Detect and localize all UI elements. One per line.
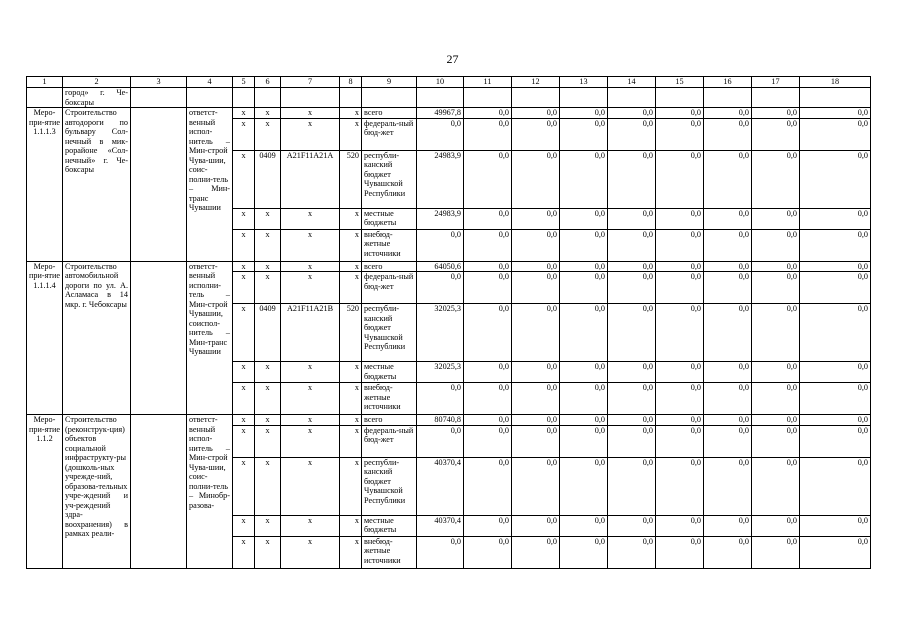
cell-c5: x <box>233 362 255 383</box>
cell-value: 0,0 <box>608 515 656 536</box>
cell-value: 0,0 <box>512 457 560 515</box>
cell-value: 0,0 <box>656 415 704 426</box>
cell-c6: x <box>255 515 281 536</box>
cell-c5: x <box>233 272 255 304</box>
cell-total: 40370,4 <box>417 515 464 536</box>
cell-value: 0,0 <box>512 425 560 457</box>
cell-value: 0,0 <box>464 425 512 457</box>
cell-value: 0,0 <box>752 362 800 383</box>
column-header: 11 <box>464 77 512 88</box>
cell-value: 0,0 <box>752 108 800 119</box>
cell-value: 0,0 <box>560 425 608 457</box>
cell-c6: x <box>255 229 281 261</box>
cell-c5: x <box>233 150 255 208</box>
column-header: 15 <box>656 77 704 88</box>
cell-c6: 0409 <box>255 304 281 362</box>
cell-total: 0,0 <box>417 229 464 261</box>
cell-value: 0,0 <box>608 208 656 229</box>
table-row <box>27 415 871 426</box>
cell-value: 0,0 <box>512 229 560 261</box>
cell-value: 0,0 <box>560 515 608 536</box>
cell-value: 0,0 <box>560 272 608 304</box>
column-header: 14 <box>608 77 656 88</box>
cell-value: 0,0 <box>464 272 512 304</box>
cell-c8: x <box>340 515 362 536</box>
cell-c5: x <box>233 425 255 457</box>
cell-value: 0,0 <box>512 208 560 229</box>
cell-c7: A21F11A21B <box>281 304 340 362</box>
cell-value: 0,0 <box>656 229 704 261</box>
cell-value: 0,0 <box>464 383 512 415</box>
funding-source: внебюд-жетные источники <box>362 536 417 568</box>
cell-value: 0,0 <box>464 304 512 362</box>
cell-value: 0,0 <box>656 150 704 208</box>
cell-value: 0,0 <box>656 272 704 304</box>
cell-value: 0,0 <box>464 229 512 261</box>
cell-value: 0,0 <box>464 362 512 383</box>
column-header: 2 <box>63 77 131 88</box>
measure-col3 <box>131 415 187 569</box>
cell-value: 0,0 <box>800 457 871 515</box>
cell-value: 0,0 <box>608 304 656 362</box>
measure-name: Строительство автодороги по бульвару Сол-нечный в мик-рорайоне «Сол-нечный» г. Че-боксары <box>63 108 131 262</box>
cell-value: 0,0 <box>656 425 704 457</box>
column-header: 13 <box>560 77 608 88</box>
cell-c8: x <box>340 415 362 426</box>
cell-value: 0,0 <box>800 304 871 362</box>
column-header-row <box>27 77 871 88</box>
cell-value: 0,0 <box>560 208 608 229</box>
cell-value: 0,0 <box>752 261 800 272</box>
table-row <box>27 108 871 119</box>
cell-value: 0,0 <box>560 150 608 208</box>
funding-source: федераль-ный бюд-жет <box>362 118 417 150</box>
cell-value: 0,0 <box>608 150 656 208</box>
cell-total: 64050,6 <box>417 261 464 272</box>
cell-value: 0,0 <box>464 208 512 229</box>
measure-executor: ответст-венный испол-нитель – Мин-строй Чува-шии, соис-полни-тель – Минобр-разова- <box>187 415 233 569</box>
cell-total: 24983,9 <box>417 208 464 229</box>
measure-name: Строительство (реконструк-ция) объектов социальной инфраструкту-ры (дошколь-ных учрежде-ний, образова-тельных учре-ждений и уч-реждений здра-воохранения) в рамках реали- <box>63 415 131 569</box>
cell-c8: x <box>340 272 362 304</box>
cell-value: 0,0 <box>800 536 871 568</box>
cell-c5: x <box>233 108 255 119</box>
cell-value: 0,0 <box>512 362 560 383</box>
cell-value: 0,0 <box>608 383 656 415</box>
column-header: 6 <box>255 77 281 88</box>
cell-value: 0,0 <box>704 536 752 568</box>
measure-executor: ответст-венный исполни-тель – Мин-строй Чувашии, соиспол-нитель – Мин-транс Чувашии <box>187 261 233 415</box>
cell-value: 0,0 <box>800 261 871 272</box>
cell-value: 0,0 <box>512 108 560 119</box>
cell-value: 0,0 <box>800 229 871 261</box>
cell-value: 0,0 <box>464 515 512 536</box>
cell-value: 0,0 <box>656 261 704 272</box>
cell-value: 0,0 <box>704 261 752 272</box>
funding-source: всего <box>362 261 417 272</box>
cell-value: 0,0 <box>608 362 656 383</box>
cell-value: 0,0 <box>512 118 560 150</box>
column-header: 16 <box>704 77 752 88</box>
column-header: 12 <box>512 77 560 88</box>
cell-value: 0,0 <box>512 515 560 536</box>
cell-value: 0,0 <box>464 118 512 150</box>
cell-value: 0,0 <box>560 383 608 415</box>
cell-value: 0,0 <box>656 208 704 229</box>
cell-c6: x <box>255 108 281 119</box>
cell-c7: A21F11A21A <box>281 150 340 208</box>
cell-value: 0,0 <box>656 304 704 362</box>
cell-c7: x <box>281 383 340 415</box>
cell-value: 0,0 <box>704 118 752 150</box>
column-header: 1 <box>27 77 63 88</box>
cell-value: 0,0 <box>608 261 656 272</box>
funding-source: всего <box>362 108 417 119</box>
cell-c8: x <box>340 383 362 415</box>
cell-total: 0,0 <box>417 383 464 415</box>
measure-name: Строительство автомобильной дороги по ул. А. Асламаса в 14 мкр. г. Чебоксары <box>63 261 131 415</box>
cell-c7: x <box>281 208 340 229</box>
cell-c8: 520 <box>340 150 362 208</box>
cell-value: 0,0 <box>608 536 656 568</box>
cell-c8: x <box>340 208 362 229</box>
cell-value: 0,0 <box>560 457 608 515</box>
cell-value: 0,0 <box>512 304 560 362</box>
cell-c5: x <box>233 536 255 568</box>
cell-value: 0,0 <box>560 229 608 261</box>
cell-value: 0,0 <box>608 108 656 119</box>
cell-value: 0,0 <box>512 536 560 568</box>
column-header: 3 <box>131 77 187 88</box>
cell-total: 0,0 <box>417 536 464 568</box>
cell-value: 0,0 <box>704 208 752 229</box>
cell-c7: x <box>281 425 340 457</box>
cell-c5: x <box>233 515 255 536</box>
cell-c8: x <box>340 536 362 568</box>
cell-total: 80740,8 <box>417 415 464 426</box>
funding-source: республи-канский бюджет Чувашской Республики <box>362 457 417 515</box>
cell-value: 0,0 <box>704 229 752 261</box>
cell-value: 0,0 <box>752 272 800 304</box>
cell-value: 0,0 <box>800 515 871 536</box>
cell-c6: x <box>255 383 281 415</box>
cell-c8: x <box>340 229 362 261</box>
funding-source: внебюд-жетные источники <box>362 229 417 261</box>
cell-value: 0,0 <box>656 457 704 515</box>
cell-value: 0,0 <box>512 261 560 272</box>
cell-c6: x <box>255 362 281 383</box>
cell-value: 0,0 <box>464 415 512 426</box>
page-number: 27 <box>446 52 459 66</box>
measure-code <box>27 88 63 108</box>
funding-source: местные бюджеты <box>362 515 417 536</box>
cell-c7: x <box>281 457 340 515</box>
column-header: 5 <box>233 77 255 88</box>
column-header: 18 <box>800 77 871 88</box>
measure-code: Меро-при-ятие 1.1.1.4 <box>27 261 63 415</box>
table-row <box>27 261 871 272</box>
cell-value: 0,0 <box>800 362 871 383</box>
cell-value: 0,0 <box>752 425 800 457</box>
cell-value: 0,0 <box>512 272 560 304</box>
cell-c5: x <box>233 304 255 362</box>
cell-c8: 520 <box>340 304 362 362</box>
cell-value: 0,0 <box>800 208 871 229</box>
cell-value: 0,0 <box>560 261 608 272</box>
cell-value: 0,0 <box>656 383 704 415</box>
cell-value: 0,0 <box>752 383 800 415</box>
cell-c7: x <box>281 229 340 261</box>
column-header: 10 <box>417 77 464 88</box>
cell-value: 0,0 <box>704 108 752 119</box>
cell-c7: x <box>281 118 340 150</box>
cell-value: 0,0 <box>656 108 704 119</box>
cell-total: 40370,4 <box>417 457 464 515</box>
cell-value: 0,0 <box>800 425 871 457</box>
cell-value: 0,0 <box>608 272 656 304</box>
cell-c6: x <box>255 415 281 426</box>
cell-value: 0,0 <box>608 229 656 261</box>
cell-value: 0,0 <box>704 272 752 304</box>
cell-c6: x <box>255 457 281 515</box>
cell-c7: x <box>281 536 340 568</box>
cell-c5: x <box>233 415 255 426</box>
cell-value: 0,0 <box>608 118 656 150</box>
cell-value: 0,0 <box>704 457 752 515</box>
cell-value: 0,0 <box>608 457 656 515</box>
cell-value: 0,0 <box>464 457 512 515</box>
cell-value: 0,0 <box>608 425 656 457</box>
cell-c7: x <box>281 261 340 272</box>
cell-total: 0,0 <box>417 272 464 304</box>
cell-c5: x <box>233 457 255 515</box>
measure-name: город» г. Че-боксары <box>63 88 131 108</box>
cell-c6: x <box>255 272 281 304</box>
cell-total: 0,0 <box>417 425 464 457</box>
cell-value: 0,0 <box>560 536 608 568</box>
cell-value: 0,0 <box>752 515 800 536</box>
cell-value: 0,0 <box>656 515 704 536</box>
cell-c8: x <box>340 362 362 383</box>
cell-c5: x <box>233 383 255 415</box>
cell-value: 0,0 <box>560 362 608 383</box>
cell-value: 0,0 <box>704 415 752 426</box>
cell-value: 0,0 <box>704 425 752 457</box>
measure-col3 <box>131 261 187 415</box>
column-header: 9 <box>362 77 417 88</box>
cell-c6: x <box>255 208 281 229</box>
continuation-row <box>27 88 871 108</box>
cell-c8: x <box>340 108 362 119</box>
cell-value: 0,0 <box>512 383 560 415</box>
cell-c6: x <box>255 536 281 568</box>
cell-value: 0,0 <box>752 118 800 150</box>
cell-value: 0,0 <box>464 150 512 208</box>
funding-source: федераль-ный бюд-жет <box>362 425 417 457</box>
cell-value: 0,0 <box>800 108 871 119</box>
cell-value: 0,0 <box>704 304 752 362</box>
cell-total: 24983,9 <box>417 150 464 208</box>
cell-value: 0,0 <box>800 118 871 150</box>
cell-c5: x <box>233 208 255 229</box>
cell-value: 0,0 <box>512 415 560 426</box>
funding-source: внебюд-жетные источники <box>362 383 417 415</box>
cell-c5: x <box>233 261 255 272</box>
column-header: 4 <box>187 77 233 88</box>
cell-value: 0,0 <box>560 415 608 426</box>
cell-c8: x <box>340 261 362 272</box>
cell-total: 32025,3 <box>417 362 464 383</box>
cell-value: 0,0 <box>704 383 752 415</box>
cell-value: 0,0 <box>560 304 608 362</box>
measure-executor: ответст-венный испол-нитель – Мин-строй Чува-шии, соис-полни-тель – Мин-транс Чувашии <box>187 108 233 262</box>
cell-c6: x <box>255 118 281 150</box>
cell-value: 0,0 <box>704 150 752 208</box>
cell-value: 0,0 <box>704 515 752 536</box>
cell-value: 0,0 <box>560 118 608 150</box>
cell-c8: x <box>340 118 362 150</box>
cell-value: 0,0 <box>800 272 871 304</box>
cell-value: 0,0 <box>704 362 752 383</box>
cell-total: 32025,3 <box>417 304 464 362</box>
funding-source: местные бюджеты <box>362 362 417 383</box>
cell-value: 0,0 <box>752 415 800 426</box>
cell-value: 0,0 <box>464 261 512 272</box>
funding-source: всего <box>362 415 417 426</box>
cell-value: 0,0 <box>656 362 704 383</box>
cell-value: 0,0 <box>560 108 608 119</box>
cell-c6: x <box>255 261 281 272</box>
cell-c5: x <box>233 118 255 150</box>
column-header: 7 <box>281 77 340 88</box>
cell-value: 0,0 <box>608 415 656 426</box>
cell-value: 0,0 <box>752 536 800 568</box>
column-header: 8 <box>340 77 362 88</box>
cell-c7: x <box>281 272 340 304</box>
cell-value: 0,0 <box>752 208 800 229</box>
cell-value: 0,0 <box>656 118 704 150</box>
cell-value: 0,0 <box>752 229 800 261</box>
measure-code: Меро-при-ятие 1.1.2 <box>27 415 63 569</box>
cell-value: 0,0 <box>752 150 800 208</box>
cell-value: 0,0 <box>512 150 560 208</box>
cell-c8: x <box>340 457 362 515</box>
funding-source: республи-канский бюджет Чувашской Республики <box>362 150 417 208</box>
cell-value: 0,0 <box>800 383 871 415</box>
funding-source: местные бюджеты <box>362 208 417 229</box>
cell-c7: x <box>281 108 340 119</box>
cell-value: 0,0 <box>464 108 512 119</box>
cell-c6: x <box>255 425 281 457</box>
budget-table <box>26 76 871 569</box>
cell-value: 0,0 <box>464 536 512 568</box>
cell-c7: x <box>281 415 340 426</box>
cell-total: 49967,8 <box>417 108 464 119</box>
cell-c6: 0409 <box>255 150 281 208</box>
cell-c7: x <box>281 515 340 536</box>
cell-value: 0,0 <box>752 304 800 362</box>
column-header: 17 <box>752 77 800 88</box>
funding-source: республи-канский бюджет Чувашской Республики <box>362 304 417 362</box>
measure-col3 <box>131 108 187 262</box>
cell-value: 0,0 <box>800 150 871 208</box>
cell-c5: x <box>233 229 255 261</box>
cell-c7: x <box>281 362 340 383</box>
cell-value: 0,0 <box>656 536 704 568</box>
cell-total: 0,0 <box>417 118 464 150</box>
measure-code: Меро-при-ятие 1.1.1.3 <box>27 108 63 262</box>
cell-value: 0,0 <box>800 415 871 426</box>
cell-c8: x <box>340 425 362 457</box>
funding-source: федераль-ный бюд-жет <box>362 272 417 304</box>
cell-value: 0,0 <box>752 457 800 515</box>
